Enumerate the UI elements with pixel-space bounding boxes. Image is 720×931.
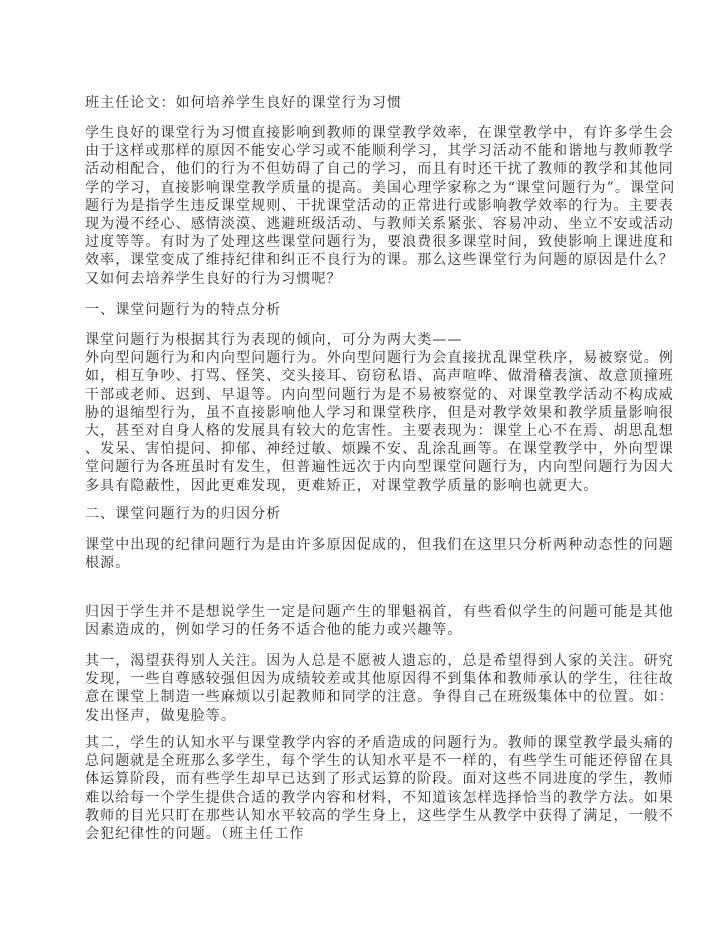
text-line: 大，甚至对自身人格的发展具有较大的危害性。主要表现为：课堂上心不在焉、胡思乱想	[85, 422, 674, 439]
document-title: 班主任论文：如何培养学生良好的课堂行为习惯	[85, 95, 403, 111]
text-line: 课堂中出现的纪律问题行为是由许多原因促成的，但我们在这里只分析两种动态性的问题	[85, 537, 674, 553]
section-heading-1	[85, 301, 665, 319]
text-line: 总问题就是全班那么多学生，每个学生的认知水平是不一样的，有些学生可能还停留在具	[85, 753, 674, 770]
text-line: 根源。	[85, 555, 131, 572]
text-line: 学生良好的课堂行为习惯直接影响到教师的课堂教学效率，在课堂教学中，有许多学生会	[85, 125, 674, 141]
text-line: 胁的退缩型行为，虽不直接影响他人学习和课堂秩序，但是对教学效果和教学质量影响很	[85, 404, 674, 421]
text-line: 发出怪声，做鬼脸等。	[85, 707, 236, 724]
text-line: 因素造成的，例如学习的任务不适合他的能力或兴趣等。	[85, 622, 463, 639]
paragraph-intro	[85, 124, 676, 288]
text-line: 课堂问题行为根据其行为表现的倾向，可分为两大类——	[85, 332, 463, 348]
text-line: 、发呆、害怕提问、抑郁、神经过敏、烦躁不安、乱涂乱画等。在课堂教学中，外向型课	[85, 441, 674, 458]
text-line: 堂问题行为各班虽时有发生，但普遍性远次于内向型课堂问题行为，内向型问题行为因大	[85, 459, 674, 476]
text-line: 其一，渴望获得别人关注。因为人总是不愿被人遗忘的，总是希望得到人家的关注。研究	[85, 653, 674, 669]
text-line: 如，相互争吵、打骂、怪笑、交头接耳、窃窃私语、高声喧哗、做滑稽表演、故意顶撞班	[85, 368, 674, 385]
text-line: 体运算阶段，而有些学生却早已达到了形式运算的阶段。面对这些不同进度的学生，教师	[85, 771, 674, 788]
text-line: 学的学习，直接影响课堂教学质量的提高。美国心理学家称之为“课堂问题行为”。课堂问	[85, 179, 676, 196]
text-line: 多具有隐蔽性，因此更难发现，更难矫正，对课堂教学质量的影响也就更大。	[85, 477, 599, 494]
text-line: 归因于学生并不是想说学生一定是问题产生的罪魁祸首，有些看似学生的问题可能是其他	[85, 604, 674, 620]
text-line: 题行为是指学生违反课堂规则、干扰课堂活动的正常进行或影响教学效率的行为。主要表	[85, 197, 674, 214]
text-line: 二、课堂问题行为的归因分析	[85, 506, 282, 522]
text-line: 难以给每一个学生提供合适的教学内容和材料，不知道该怎样选择恰当的教学方法。如果	[85, 789, 674, 806]
paragraph-reason-2	[85, 734, 674, 843]
text-line: 一、课堂问题行为的特点分析	[85, 302, 282, 318]
paragraph-attribution	[85, 603, 674, 639]
text-line: 活动相配合，他们的行为不但妨碍了自己的学习，而且有时还干扰了教师的教学和其他同	[85, 161, 674, 178]
paragraph-reason-1	[85, 652, 674, 725]
text-line: 过度等等。有时为了处理这些课堂问题行为，要浪费很多课堂时间，致使影响上课进度和	[85, 234, 674, 251]
text-line: 会犯纪律性的问题。（班主任工作	[85, 825, 305, 842]
text-line: 又如何去培养学生良好的行为习惯呢？	[85, 270, 342, 287]
text-line: 效率，课堂变成了维持纪律和纠正不良行为的课。那么这些课堂行为问题的原因是什么？	[85, 252, 674, 269]
text-line: 外向型问题行为和内向型问题行为。外向型问题行为会直接扰乱课堂秩序，易被察觉。例	[85, 350, 674, 367]
text-line: 其二，学生的认知水平与课堂教学内容的矛盾造成的问题行为。教师的课堂教学最头痛的	[85, 735, 674, 751]
text-line: 意在课堂上制造一些麻烦以引起教师和同学的注意。争得自己在班级集体中的位置。如：	[85, 689, 674, 706]
paragraph-types	[85, 331, 674, 495]
paragraph-causes	[85, 536, 674, 572]
text-line: 由于这样或那样的原因不能安心学习或不能顺利学习，其学习活动不能和谐地与教师教学	[85, 143, 674, 160]
section-heading-2	[85, 505, 665, 523]
text-line: 教师的目光只盯在那些认知水平较高的学生身上，这些学生从教学中获得了满足，一般不	[85, 807, 674, 824]
text-line: 发现，一些自尊感较强但因为成绩较差或其他原因得不到集体和教师承认的学生，往往故	[85, 671, 674, 688]
text-line: 干部或老师、迟到、早退等。内向型问题行为是不易被察觉的、对课堂教学活动不构成威	[85, 386, 674, 403]
text-line: 现为漫不经心、感情淡漠、逃避班级活动、与教师关系紧张、容易冲动、坐立不安或活动	[85, 215, 674, 232]
